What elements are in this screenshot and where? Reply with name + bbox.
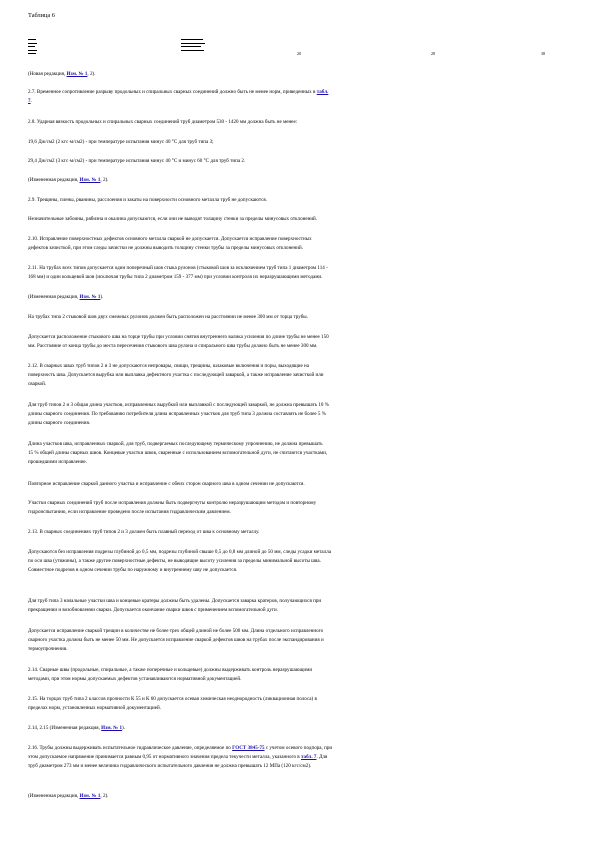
paragraph-text: с учетом осевого подпора, при [264, 745, 333, 751]
paragraph-p5 [28, 157, 564, 166]
paragraph-text: этом допускаемое напряжение принимается равным 0,95 от нормативного значения предела текучести металла, указанного в [28, 754, 301, 761]
paragraph-text: 2.10. Исправление поверхностных дефектов основного металла сваркой не допускается. Допускается исправление поверхностных [28, 236, 312, 242]
document-link[interactable]: табл. [316, 89, 329, 95]
paragraph-text: мм. Расстояние от конца трубы до места пересечения стыкового шва рулона и спирального шва трубы должно быть не менее 300 мм. [28, 343, 318, 350]
table-stub-lines-mid [181, 39, 205, 53]
table-stub-value: 28 [431, 51, 435, 56]
paragraph-p24 [28, 695, 564, 713]
paragraph-p1 [28, 70, 564, 79]
paragraph-text: . Для [316, 754, 328, 761]
table-title: Таблица 6 [28, 12, 55, 19]
document-link[interactable]: Изм. № 1 [79, 294, 101, 300]
paragraph-text: Участки сварных соединений труб после исправления должны быть подвергнуты контролю неразрушающим методом и повторному [28, 500, 317, 506]
paragraph-p20 [28, 548, 564, 575]
paragraph-p26 [28, 744, 564, 771]
paragraph-text: дефектов зачисткой, при этом следы зачистки не должны выводить толщину стенки трубы за пределы минусовых отклонений. [28, 245, 303, 252]
paragraph-text: 2.14, 2.15 (Измененная редакция, [28, 725, 102, 731]
paragraph-text: по оси шва (утяжины), а также другие поверхностные дефекты, не выводящие высоту усиления за пределы минимальной высоты шва. [28, 558, 321, 565]
paragraph-p4 [28, 138, 564, 147]
paragraph-text: прекращении и возобновлении сварки. Допускается окончание сварки швов с применением вспомогательной дуги. [28, 607, 279, 614]
paragraph-p2 [28, 88, 564, 106]
document-link[interactable]: Изм. № 1 [79, 793, 101, 799]
paragraph-p15 [28, 401, 564, 428]
paragraph-p8 [28, 215, 564, 224]
paragraph-text: Повторное исправление сваркой данного участка и исправление с обеих сторон сварного шва в одном сечении не допускаются. [28, 481, 305, 487]
paragraph-text: , 2). [87, 71, 96, 77]
paragraph-text: 2.15. На торцах труб типа 2 классов прочности К 55 и К 60 допускается осевая химическая неоднородность (ликвационная полоса) в [28, 696, 317, 702]
document-link[interactable]: Изм. № 1 [101, 725, 123, 731]
table-6-stub [28, 39, 548, 61]
paragraph-text: 2.16. Трубы должны выдерживать испытательное гидравлическое давление, определяемое по [28, 745, 233, 751]
paragraph-text: Для труб типов 2 и 3 общая длина участков, исправленных вырубкой или выплавкой с последующей заваркой, не должна превышать 10 % [28, 402, 329, 408]
paragraph-text: сваркой. [28, 381, 47, 388]
paragraph-text: 2.9. Трещины, плены, рванины, расслоения и закаты на поверхности основного металла труб не допускаются. [28, 197, 268, 203]
paragraph-text: 2.13. В сварных соединениях труб типов 2 и 3 должен быть плавный переход от шва к основному металлу. [28, 529, 260, 535]
paragraph-text: сварного участка должна быть не менее 50 мм. Не допускается исправление сваркой дефектов швов на трубах после экспандирования и [28, 637, 324, 644]
paragraph-text: (Измененная редакция, [28, 793, 80, 799]
paragraph-p12 [28, 313, 564, 322]
paragraph-p13 [28, 333, 564, 351]
paragraph-text: , 2). [100, 793, 109, 799]
paragraph-text: (Измененная редакция, [28, 177, 80, 183]
paragraph-text: (Измененная редакция, [28, 294, 80, 300]
paragraph-text: методами, при этом нормы допускаемых дефектов устанавливаются нормативной документацией. [28, 676, 242, 683]
paragraph-text: Для труб типа 3 начальные участки шва и концевые кратеры должны быть удалены. Допускается заварка кратеров, получающихся при [28, 598, 322, 604]
paragraph-p19 [28, 528, 564, 537]
paragraph-text: Совместное подрезов в одном сечении трубы по наружному и внутреннему шву не допускается. [28, 567, 238, 574]
paragraph-text: На трубах типа 2 стыковой шов двух смежных рулонов должен быть расположен на расстоянии не менее 300 мм от торца трубы. [28, 314, 308, 320]
paragraph-text: 19,6 Дж/см2 (2 кгс·м/см2) - при температуре испытания минус 40 °С для труб типа 3; [28, 139, 214, 145]
paragraph-text: ). [100, 294, 104, 300]
paragraph-text: пределах норм, установленных нормативной документацией. [28, 705, 161, 712]
paragraph-text: . [30, 98, 32, 105]
document-link[interactable]: Изм. № 1 [66, 71, 88, 77]
paragraph-text: термоупрочнения. [28, 646, 68, 653]
paragraph-p11 [28, 293, 564, 302]
paragraph-text: ). [122, 725, 126, 731]
document-link[interactable]: табл. 7 [301, 754, 317, 761]
paragraph-text: поверхность шва. Допускается вырубка или выплавка дефектного участка с последующей заваркой, а также исправление зачисткой или [28, 372, 324, 379]
document-link[interactable]: 7 [28, 98, 31, 105]
paragraph-text: длины сварного соединения. По требованию потребителя длина исправленных участков для труб типа 3 должна составлять не более 5 % [28, 411, 326, 418]
paragraph-text: 168 мм) и один кольцевой шов (исключая трубы типа 2 диаметром 159 - 377 мм) при условии контроля их неразрушающими методами. [28, 274, 323, 281]
paragraph-p10 [28, 264, 564, 282]
paragraph-text: Допускаются без исправления подрезы глубиной до 0,5 мм, подрезы глубиной свыше 0,5 до 0,8 мм длиной до 50 мм, следы усадки металла [28, 549, 332, 555]
paragraph-text: 2.7. Временное сопротивление разрыву продольных и спиральных сварных соединений должно быть не менее норм, приведенных в [28, 89, 317, 95]
paragraph-text: 2.14. Сварные швы (продольные, спиральные, а также поперечные и кольцевые) должны выдерживать контроль неразрушающими [28, 667, 313, 673]
paragraph-p9 [28, 235, 564, 253]
paragraph-text: Допускается исправление сваркой трещин в количестве не более трех общей длиной не более 500 мм. Длина отдельного исправленного [28, 628, 324, 634]
paragraph-text: Длина участков шва, исправленных сваркой, для труб, подвергаемых последующему термическому упрочнению, не должна превышать [28, 441, 323, 447]
paragraph-p18 [28, 499, 564, 517]
paragraph-text: 15 % общей длины сварных швов. Концевые участки швов, сваренные с использованием вспомогательной дуги, не считаются участками, [28, 450, 328, 457]
paragraph-p14 [28, 362, 564, 389]
paragraph-text: (Новая редакция, [28, 71, 67, 77]
table-stub-value: 38 [541, 51, 545, 56]
paragraph-p25 [28, 724, 564, 733]
paragraph-text: 2.8. Ударная вязкость продольных и спиральных сварных соединений труб диаметром 530 - 1420 мм должна быть не менее: [28, 119, 298, 125]
table-stub-lines-left [28, 39, 37, 57]
paragraph-p16 [28, 440, 564, 467]
paragraph-text: Незначительные забоины, рябизна и окалина допускаются, если они не выводят толщину стенки за пределы минусовых отклонений. [28, 216, 318, 222]
paragraph-text: 2.12. В сварных швах труб типов 2 и 3 не допускаются непровары, свищи, трещины, шлаковые включения и поры, выходящие на [28, 363, 309, 369]
paragraph-text: 2.11. На трубах всех типов допускается один поперечный шов стыка рулонов (стыковой шов за исключением труб типа 1 диаметром 114 - [28, 265, 328, 271]
table-stub-value: 20 [297, 51, 301, 56]
document-link[interactable]: ГОСТ 3845-75 [232, 745, 265, 751]
paragraph-text: длины сварного соединения. [28, 420, 91, 427]
paragraph-p17 [28, 480, 564, 489]
paragraph-p21 [28, 597, 564, 615]
paragraph-p23 [28, 666, 564, 684]
paragraph-p7 [28, 196, 564, 205]
paragraph-p6 [28, 176, 564, 185]
paragraph-text: Допускается расположение стыкового шва на торце трубы при условии снятия внутреннего валика усиления по длине трубы не менее 150 [28, 334, 329, 340]
paragraph-p22 [28, 627, 564, 654]
document-link[interactable]: Изм. № 1 [79, 177, 101, 183]
paragraph-text: гидроиспытанию, если исправление проведено после испытания гидравлическим давлением. [28, 509, 231, 516]
paragraph-text: , 2). [100, 177, 109, 183]
paragraph-text: труб диаметром 273 мм и менее величина гидравлического испытательного давления не должна превышать 12 МПа (120 кгс/см2). [28, 763, 312, 770]
paragraph-text: прошедшими исправление. [28, 459, 87, 466]
paragraph-p3 [28, 118, 564, 127]
paragraph-text: 29,4 Дж/см2 (3 кгс·м/см2) - при температуре испытания минус 40 °С и минус 60 °С для труб типа 2. [28, 158, 246, 164]
paragraph-p27 [28, 792, 564, 801]
